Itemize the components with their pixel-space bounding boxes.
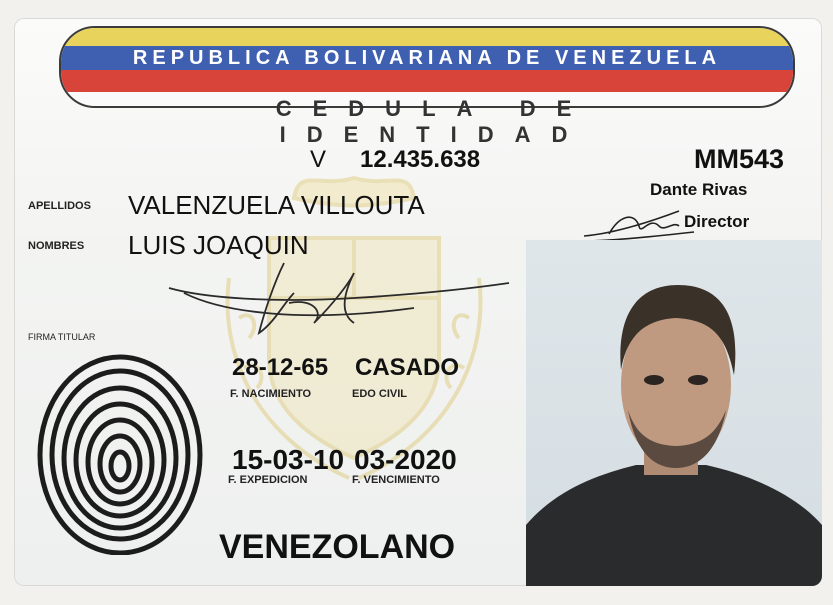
holder-photo: [526, 240, 822, 586]
holder-signature-icon: [164, 253, 514, 338]
names-label: NOMBRES: [28, 240, 85, 252]
civil-status: CASADO: [355, 354, 460, 381]
signature-label: FIRMA TITULAR: [28, 332, 96, 342]
names-value: LUIS JOAQUIN: [128, 230, 309, 260]
fingerprint-icon: [32, 350, 207, 555]
expiry-date: 03-2020: [354, 444, 457, 475]
surnames-value: VALENZUELA VILLOUTA: [128, 190, 425, 220]
director-signature-icon: [579, 196, 699, 246]
civil-label: EDO CIVIL: [352, 388, 408, 400]
nationality-letter: V: [310, 146, 327, 173]
document-type-title: CEDULA DE IDENTIDAD: [275, 96, 593, 147]
birth-label: F. NACIMIENTO: [230, 388, 312, 400]
person-portrait-icon: [526, 240, 822, 586]
nationality: VENEZOLANO: [219, 528, 456, 566]
flag-yellow-band: [61, 28, 793, 46]
issue-label: F. EXPEDICION: [228, 474, 308, 486]
director-title: Director: [684, 212, 750, 231]
issue-date: 15-03-10: [232, 444, 345, 475]
id-number: 12.435.638: [360, 146, 481, 173]
birth-date: 28-12-65: [232, 354, 329, 381]
surnames-label: APELLIDOS: [28, 200, 91, 212]
id-code: MM543: [694, 144, 785, 174]
flag-red-band: [61, 70, 793, 92]
expiry-label: F. VENCIMIENTO: [352, 474, 440, 486]
country-title: REPUBLICA BOLIVARIANA DE VENEZUELA: [132, 47, 722, 69]
director-name: Dante Rivas: [650, 180, 748, 199]
id-card: [14, 18, 822, 586]
